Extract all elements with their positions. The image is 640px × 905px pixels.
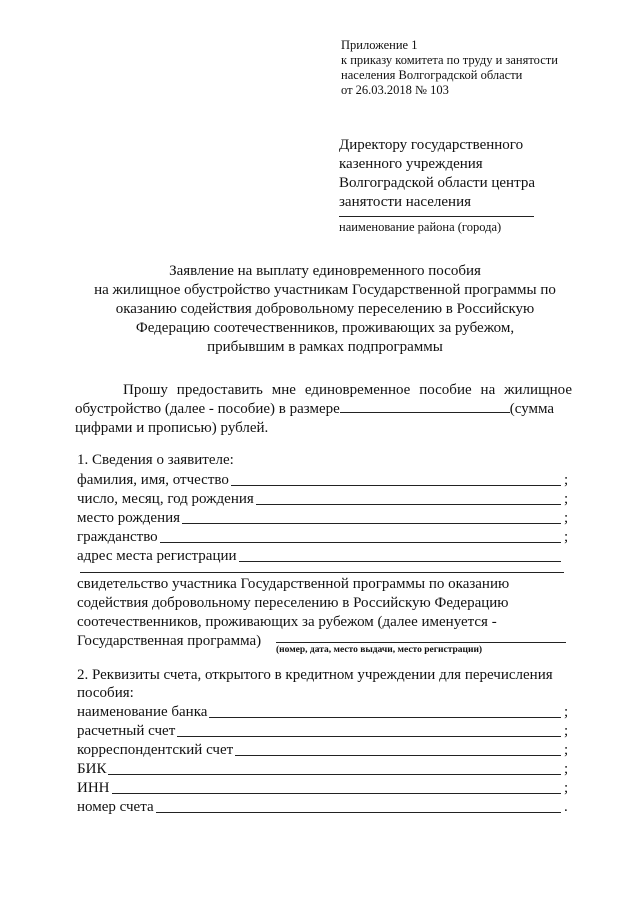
birth-place-input-line[interactable] [182, 523, 561, 524]
appendix-line-3: населения Волгоградской области [341, 68, 523, 82]
request-text-3: (сумма [509, 401, 555, 417]
field-bank-name [77, 702, 572, 721]
appendix-line-2: к приказу комитета по труду и занятости [341, 53, 558, 67]
field-label: корреспондентский счет [77, 742, 234, 758]
title-line-3: оказанию содействия добровольному переселению в Российскую [115, 301, 535, 317]
request-text-2: обустройство (далее - пособие) в размере [75, 401, 340, 417]
field-correspondent-account [77, 740, 572, 759]
field-birth-date [77, 489, 572, 508]
field-end: ; [564, 723, 569, 739]
citizenship-input-line[interactable] [160, 542, 561, 543]
document-title [60, 262, 590, 357]
certificate-caption: (номер, дата, место выдачи, место регистрации) [276, 645, 483, 655]
field-label: расчетный счет [77, 723, 176, 739]
amount-field[interactable] [340, 400, 510, 413]
field-label: число, месяц, год рождения [77, 491, 254, 507]
field-account-number [77, 797, 572, 816]
settlement-account-input-line[interactable] [177, 736, 561, 737]
field-inn [77, 778, 572, 797]
request-line-3: цифрами и прописью) рублей. [75, 420, 269, 436]
addressee-line-2: казенного учреждения [339, 156, 483, 172]
district-name-field[interactable] [339, 216, 534, 217]
field-end: ; [564, 742, 569, 758]
request-line-1: Прошу предоставить мне единовременное пособие на жилищное [123, 382, 572, 398]
field-end: ; [564, 780, 569, 796]
appendix-block [341, 38, 558, 98]
field-registration-address [77, 546, 572, 565]
correspondent-account-input-line[interactable] [235, 755, 561, 756]
bik-input-line[interactable] [108, 774, 561, 775]
field-label: гражданство [77, 529, 158, 545]
title-line-1: Заявление на выплату единовременного пособия [169, 263, 481, 279]
cert-line-2: содействия добровольному переселению в Российскую Федерацию [77, 595, 509, 611]
field-full-name [77, 470, 572, 489]
birth-date-input-line[interactable] [256, 504, 561, 505]
appendix-line-4: от 26.03.2018 № 103 [341, 83, 449, 97]
field-end: ; [564, 529, 569, 545]
field-label: номер счета [77, 799, 154, 815]
field-label: фамилия, имя, отчество [77, 472, 229, 488]
certificate-input-line[interactable] [276, 642, 566, 643]
title-line-2: на жилищное обустройство участникам Государственной программы по [94, 282, 556, 298]
section-1-heading: 1. Сведения о заявителе: [77, 452, 234, 468]
bank-name-input-line[interactable] [209, 717, 561, 718]
field-end: ; [564, 472, 569, 488]
field-label: БИК [77, 761, 107, 777]
appendix-line-1: Приложение 1 [341, 38, 418, 52]
title-line-4: Федерацию соотечественников, проживающих за рубежом, [135, 320, 515, 336]
district-name-caption: наименование района (города) [339, 220, 502, 234]
field-end: ; [564, 761, 569, 777]
registration-address-input-line[interactable] [239, 561, 561, 562]
registration-address-input-line-2[interactable] [80, 572, 564, 573]
inn-input-line[interactable] [112, 793, 562, 794]
field-birth-place [77, 508, 572, 527]
field-label: место рождения [77, 510, 181, 526]
section-2-heading-1: 2. Реквизиты счета, открытого в кредитном учреждении для перечисления [77, 667, 553, 683]
field-label: адрес места регистрации [77, 548, 237, 564]
field-citizenship [77, 527, 572, 546]
field-end: ; [564, 510, 569, 526]
certificate-block [77, 575, 567, 651]
field-bik [77, 759, 572, 778]
request-line-2 [75, 400, 572, 419]
request-paragraph [75, 381, 572, 438]
section-2-heading-2: пособия: [77, 685, 134, 701]
field-end: ; [564, 704, 569, 720]
field-end: ; [564, 491, 569, 507]
title-line-5: прибывшим в рамках подпрограммы [207, 339, 443, 355]
field-label: наименование банка [77, 704, 208, 720]
addressee-line-3: Волгоградской области центра [339, 175, 535, 191]
cert-line-4: Государственная программа) [77, 633, 262, 649]
cert-line-3: соотечественников, проживающих за рубежом (далее именуется - [77, 614, 497, 630]
addressee-line-1: Директору государственного [339, 137, 524, 153]
account-number-input-line[interactable] [156, 812, 561, 813]
cert-line-1: свидетельство участника Государственной программы по оказанию [77, 576, 510, 592]
field-label: ИНН [77, 780, 110, 796]
addressee-line-4: занятости населения [339, 194, 472, 210]
full-name-input-line[interactable] [231, 485, 561, 486]
addressee-block [339, 136, 535, 212]
field-end: . [564, 799, 568, 815]
field-settlement-account [77, 721, 572, 740]
